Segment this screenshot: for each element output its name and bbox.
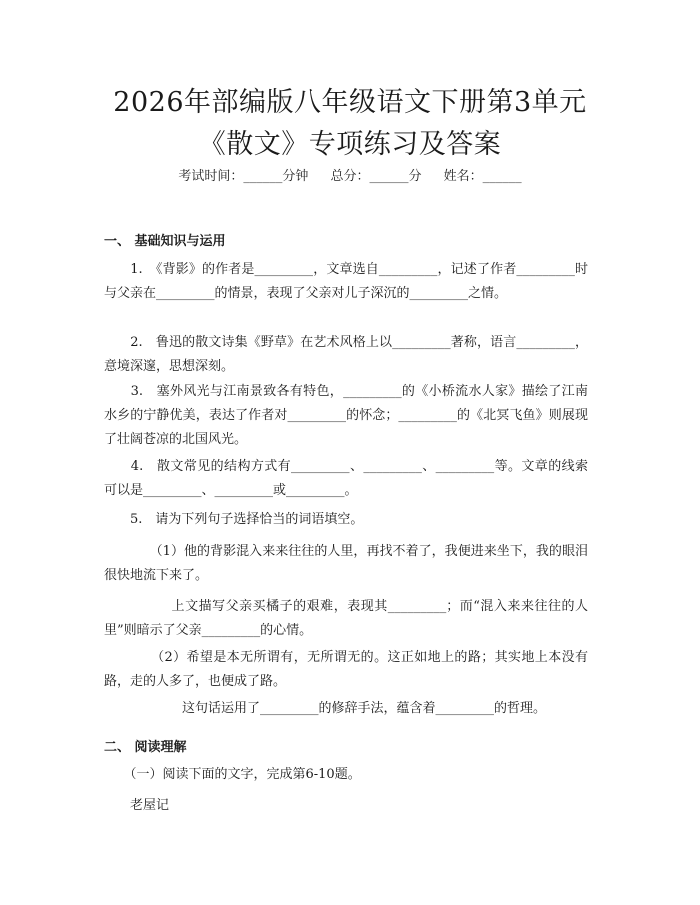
- question-2: 2. 鲁迅的散文诗集《野草》在艺术风格上以_________著称，语言_________，意境深邃，思想深刻。: [104, 335, 588, 374]
- question-5-sentence-2: （2）希望是本无所谓有，无所谓无的。这正如地上的路；其实地上本没有路，走的人多了，也便成了路。: [104, 650, 588, 689]
- question-3: 3. 塞外风光与江南景致各有特色，_________的《小桥流水人家》描绘了江南水乡的宁静优美，表达了作者对_________的怀念；_________的《北冥飞鱼》则展现了壮阔苍凉的北国风光。: [104, 384, 588, 447]
- section-heading-reading: 二、 阅读理解: [104, 740, 187, 755]
- question-5: 5. 请为下列句子选择恰当的词语填空。: [104, 512, 364, 527]
- question-5-prompt-1: 上文描写父亲买橘子的艰难，表现其_________；而“混入来来往往的人里”则暗示了父亲_________的心情。: [104, 599, 588, 638]
- question-5-prompt-2: 这句话运用了_________的修辞手法，蕴含着_________的哲理。: [104, 701, 547, 716]
- passage-title: 老屋记: [104, 798, 170, 813]
- section-heading-basic: 一、 基础知识与运用: [104, 234, 226, 249]
- reading-intro: （一）阅读下面的文字，完成第6-10题。: [104, 767, 361, 782]
- exam-meta: [0, 166, 700, 188]
- exam-score: 总分：______分: [330, 169, 422, 184]
- question-1: 1. 《背影》的作者是_________，文章选自_________，记述了作者_________时与父亲在_________的情景，表现了父亲对儿子深沉的_________之情。: [104, 262, 588, 301]
- question-4: 4. 散文常见的结构方式有_________、_________、_________等。文章的线索可以是_________、_________或_________。: [104, 459, 588, 498]
- question-5-sentence-1: （1）他的背影混入来来往往的人里，再找不着了，我便进来坐下，我的眼泪很快地流下来了。: [104, 544, 588, 583]
- exam-time: 考试时间：______分钟: [178, 169, 309, 184]
- document-title: 2026年部编版八年级语文下册第3单元《散文》专项练习及答案: [113, 87, 587, 160]
- exam-name: 姓名：______: [443, 169, 522, 184]
